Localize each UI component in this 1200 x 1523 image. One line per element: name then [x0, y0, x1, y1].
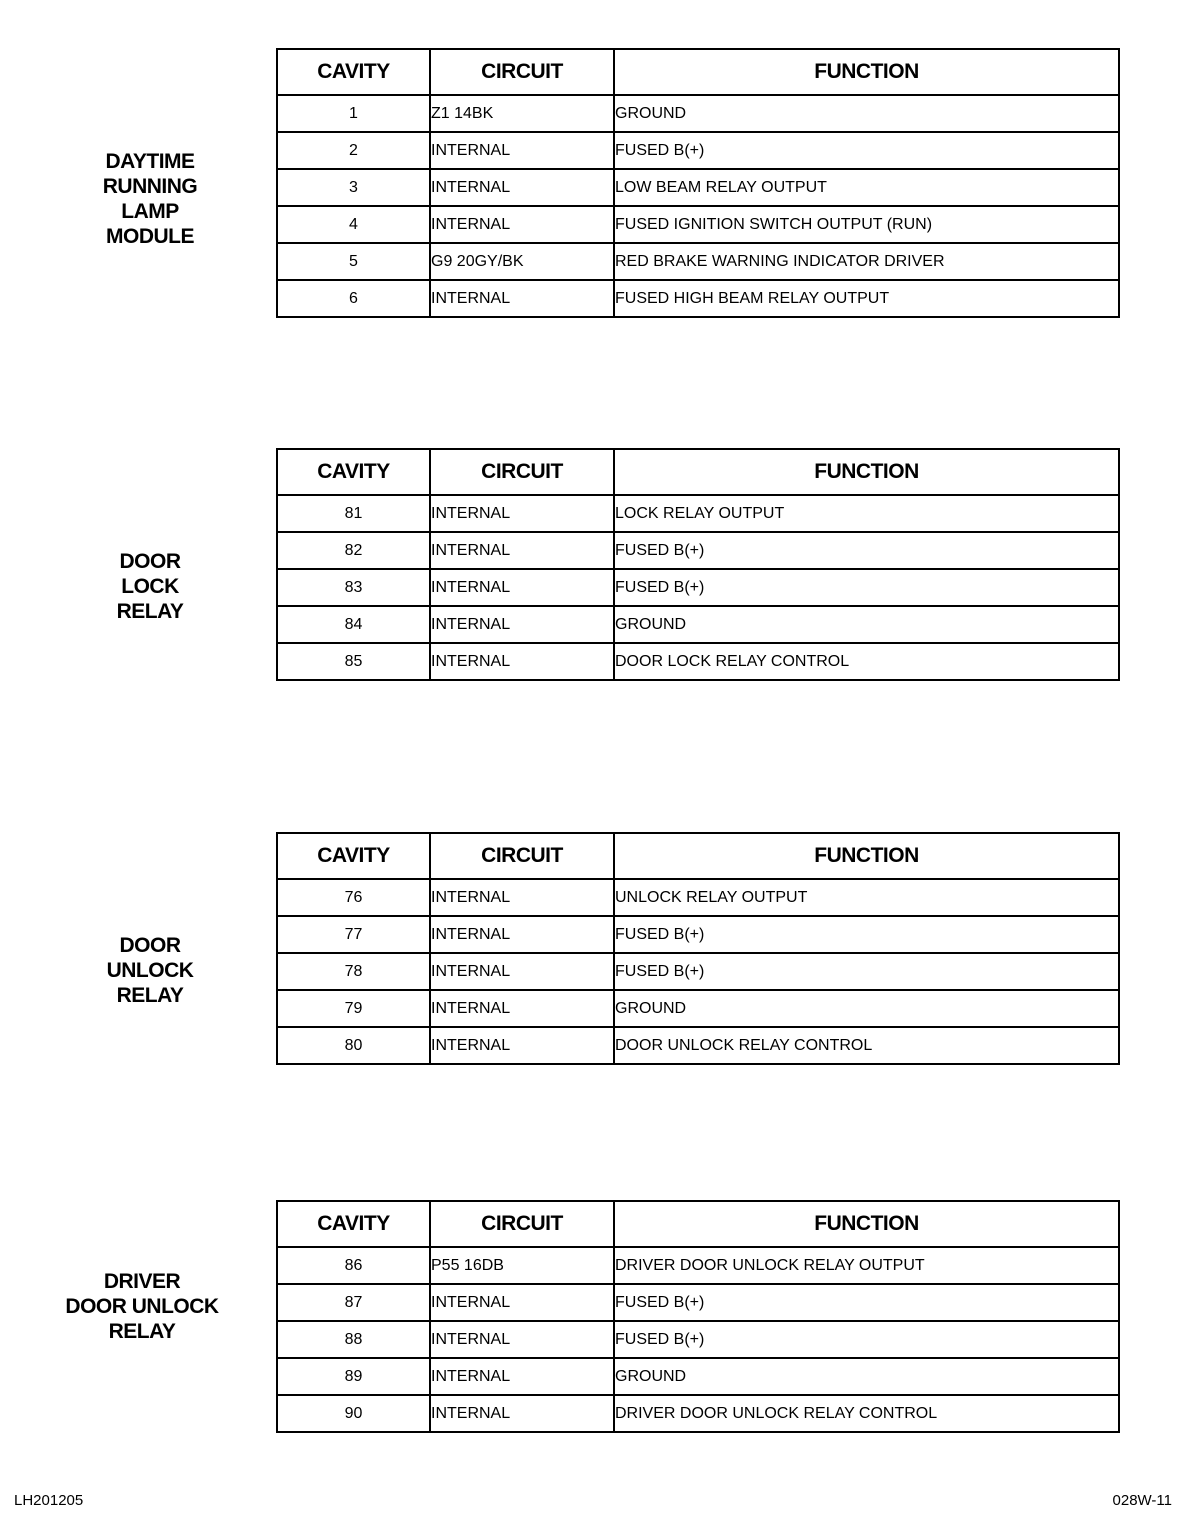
table-row	[277, 916, 1119, 953]
circuit-cell: INTERNAL	[430, 169, 614, 206]
table-row	[277, 532, 1119, 569]
table-row	[277, 243, 1119, 280]
circuit-cell: Z1 14BK	[430, 95, 614, 132]
cavity-cell: 88	[277, 1321, 430, 1358]
table-row	[277, 280, 1119, 317]
circuit-header: CIRCUIT	[430, 833, 614, 879]
circuit-cell: INTERNAL	[430, 532, 614, 569]
cavity-cell: 1	[277, 95, 430, 132]
function-cell: DRIVER DOOR UNLOCK RELAY CONTROL	[614, 1395, 1119, 1432]
cavity-cell: 82	[277, 532, 430, 569]
table-row	[277, 1395, 1119, 1432]
cavity-header: CAVITY	[277, 833, 430, 879]
cavity-cell: 76	[277, 879, 430, 916]
cavity-cell: 79	[277, 990, 430, 1027]
table-row	[277, 879, 1119, 916]
function-cell: FUSED B(+)	[614, 132, 1119, 169]
table-row	[277, 169, 1119, 206]
table-header-row	[277, 449, 1119, 495]
circuit-cell: INTERNAL	[430, 879, 614, 916]
table-row	[277, 1247, 1119, 1284]
circuit-cell: INTERNAL	[430, 495, 614, 532]
circuit-cell: INTERNAL	[430, 1321, 614, 1358]
cavity-cell: 83	[277, 569, 430, 606]
table-header-row	[277, 49, 1119, 95]
function-cell: DRIVER DOOR UNLOCK RELAY OUTPUT	[614, 1247, 1119, 1284]
page-id: 028W-11	[1112, 1492, 1172, 1509]
cavity-cell: 3	[277, 169, 430, 206]
table-row	[277, 953, 1119, 990]
pinout-table	[276, 448, 1120, 681]
circuit-cell: INTERNAL	[430, 1395, 614, 1432]
circuit-cell: INTERNAL	[430, 1358, 614, 1395]
cavity-cell: 81	[277, 495, 430, 532]
table-header-row	[277, 1201, 1119, 1247]
cavity-cell: 85	[277, 643, 430, 680]
table-row	[277, 569, 1119, 606]
circuit-cell: INTERNAL	[430, 953, 614, 990]
component-label: DRIVER DOOR UNLOCK RELAY	[65, 1270, 219, 1343]
function-cell: FUSED B(+)	[614, 1321, 1119, 1358]
cavity-cell: 78	[277, 953, 430, 990]
pinout-table	[276, 48, 1120, 318]
function-cell: FUSED B(+)	[614, 569, 1119, 606]
table-row	[277, 132, 1119, 169]
circuit-cell: INTERNAL	[430, 1027, 614, 1064]
function-cell: RED BRAKE WARNING INDICATOR DRIVER	[614, 243, 1119, 280]
cavity-header: CAVITY	[277, 449, 430, 495]
cavity-cell: 86	[277, 1247, 430, 1284]
table-row	[277, 1358, 1119, 1395]
function-cell: FUSED HIGH BEAM RELAY OUTPUT	[614, 280, 1119, 317]
table-row	[277, 643, 1119, 680]
pinout-table	[276, 832, 1120, 1065]
circuit-header: CIRCUIT	[430, 49, 614, 95]
cavity-cell: 87	[277, 1284, 430, 1321]
table-row	[277, 206, 1119, 243]
cavity-cell: 80	[277, 1027, 430, 1064]
table-row	[277, 1284, 1119, 1321]
circuit-header: CIRCUIT	[430, 1201, 614, 1247]
function-cell: UNLOCK RELAY OUTPUT	[614, 879, 1119, 916]
cavity-cell: 4	[277, 206, 430, 243]
document-id: LH201205	[14, 1492, 84, 1509]
pinout-table	[276, 1200, 1120, 1433]
function-cell: FUSED B(+)	[614, 916, 1119, 953]
circuit-cell: INTERNAL	[430, 206, 614, 243]
cavity-cell: 90	[277, 1395, 430, 1432]
cavity-header: CAVITY	[277, 1201, 430, 1247]
cavity-cell: 5	[277, 243, 430, 280]
circuit-cell: INTERNAL	[430, 569, 614, 606]
circuit-cell: INTERNAL	[430, 132, 614, 169]
table-row	[277, 1321, 1119, 1358]
table-header-row	[277, 833, 1119, 879]
function-header: FUNCTION	[614, 1201, 1119, 1247]
cavity-cell: 84	[277, 606, 430, 643]
component-label: DOOR UNLOCK RELAY	[106, 934, 194, 1007]
function-header: FUNCTION	[614, 449, 1119, 495]
function-header: FUNCTION	[614, 833, 1119, 879]
table-row	[277, 95, 1119, 132]
function-cell: GROUND	[614, 990, 1119, 1027]
function-cell: GROUND	[614, 1358, 1119, 1395]
component-label: DAYTIME RUNNING LAMP MODULE	[102, 150, 198, 248]
function-cell: DOOR UNLOCK RELAY CONTROL	[614, 1027, 1119, 1064]
circuit-cell: G9 20GY/BK	[430, 243, 614, 280]
circuit-cell: INTERNAL	[430, 1284, 614, 1321]
function-cell: FUSED B(+)	[614, 1284, 1119, 1321]
function-cell: FUSED B(+)	[614, 953, 1119, 990]
function-cell: DOOR LOCK RELAY CONTROL	[614, 643, 1119, 680]
cavity-cell: 89	[277, 1358, 430, 1395]
cavity-cell: 6	[277, 280, 430, 317]
function-cell: LOW BEAM RELAY OUTPUT	[614, 169, 1119, 206]
circuit-cell: INTERNAL	[430, 280, 614, 317]
table-row	[277, 606, 1119, 643]
cavity-cell: 77	[277, 916, 430, 953]
circuit-cell: INTERNAL	[430, 916, 614, 953]
function-cell: LOCK RELAY OUTPUT	[614, 495, 1119, 532]
function-cell: FUSED IGNITION SWITCH OUTPUT (RUN)	[614, 206, 1119, 243]
cavity-cell: 2	[277, 132, 430, 169]
component-label: DOOR LOCK RELAY	[116, 550, 184, 623]
circuit-cell: INTERNAL	[430, 643, 614, 680]
table-row	[277, 990, 1119, 1027]
function-cell: FUSED B(+)	[614, 532, 1119, 569]
cavity-header: CAVITY	[277, 49, 430, 95]
function-cell: GROUND	[614, 95, 1119, 132]
function-cell: GROUND	[614, 606, 1119, 643]
function-header: FUNCTION	[614, 49, 1119, 95]
table-row	[277, 1027, 1119, 1064]
circuit-header: CIRCUIT	[430, 449, 614, 495]
circuit-cell: INTERNAL	[430, 990, 614, 1027]
circuit-cell: INTERNAL	[430, 606, 614, 643]
circuit-cell: P55 16DB	[430, 1247, 614, 1284]
table-row	[277, 495, 1119, 532]
